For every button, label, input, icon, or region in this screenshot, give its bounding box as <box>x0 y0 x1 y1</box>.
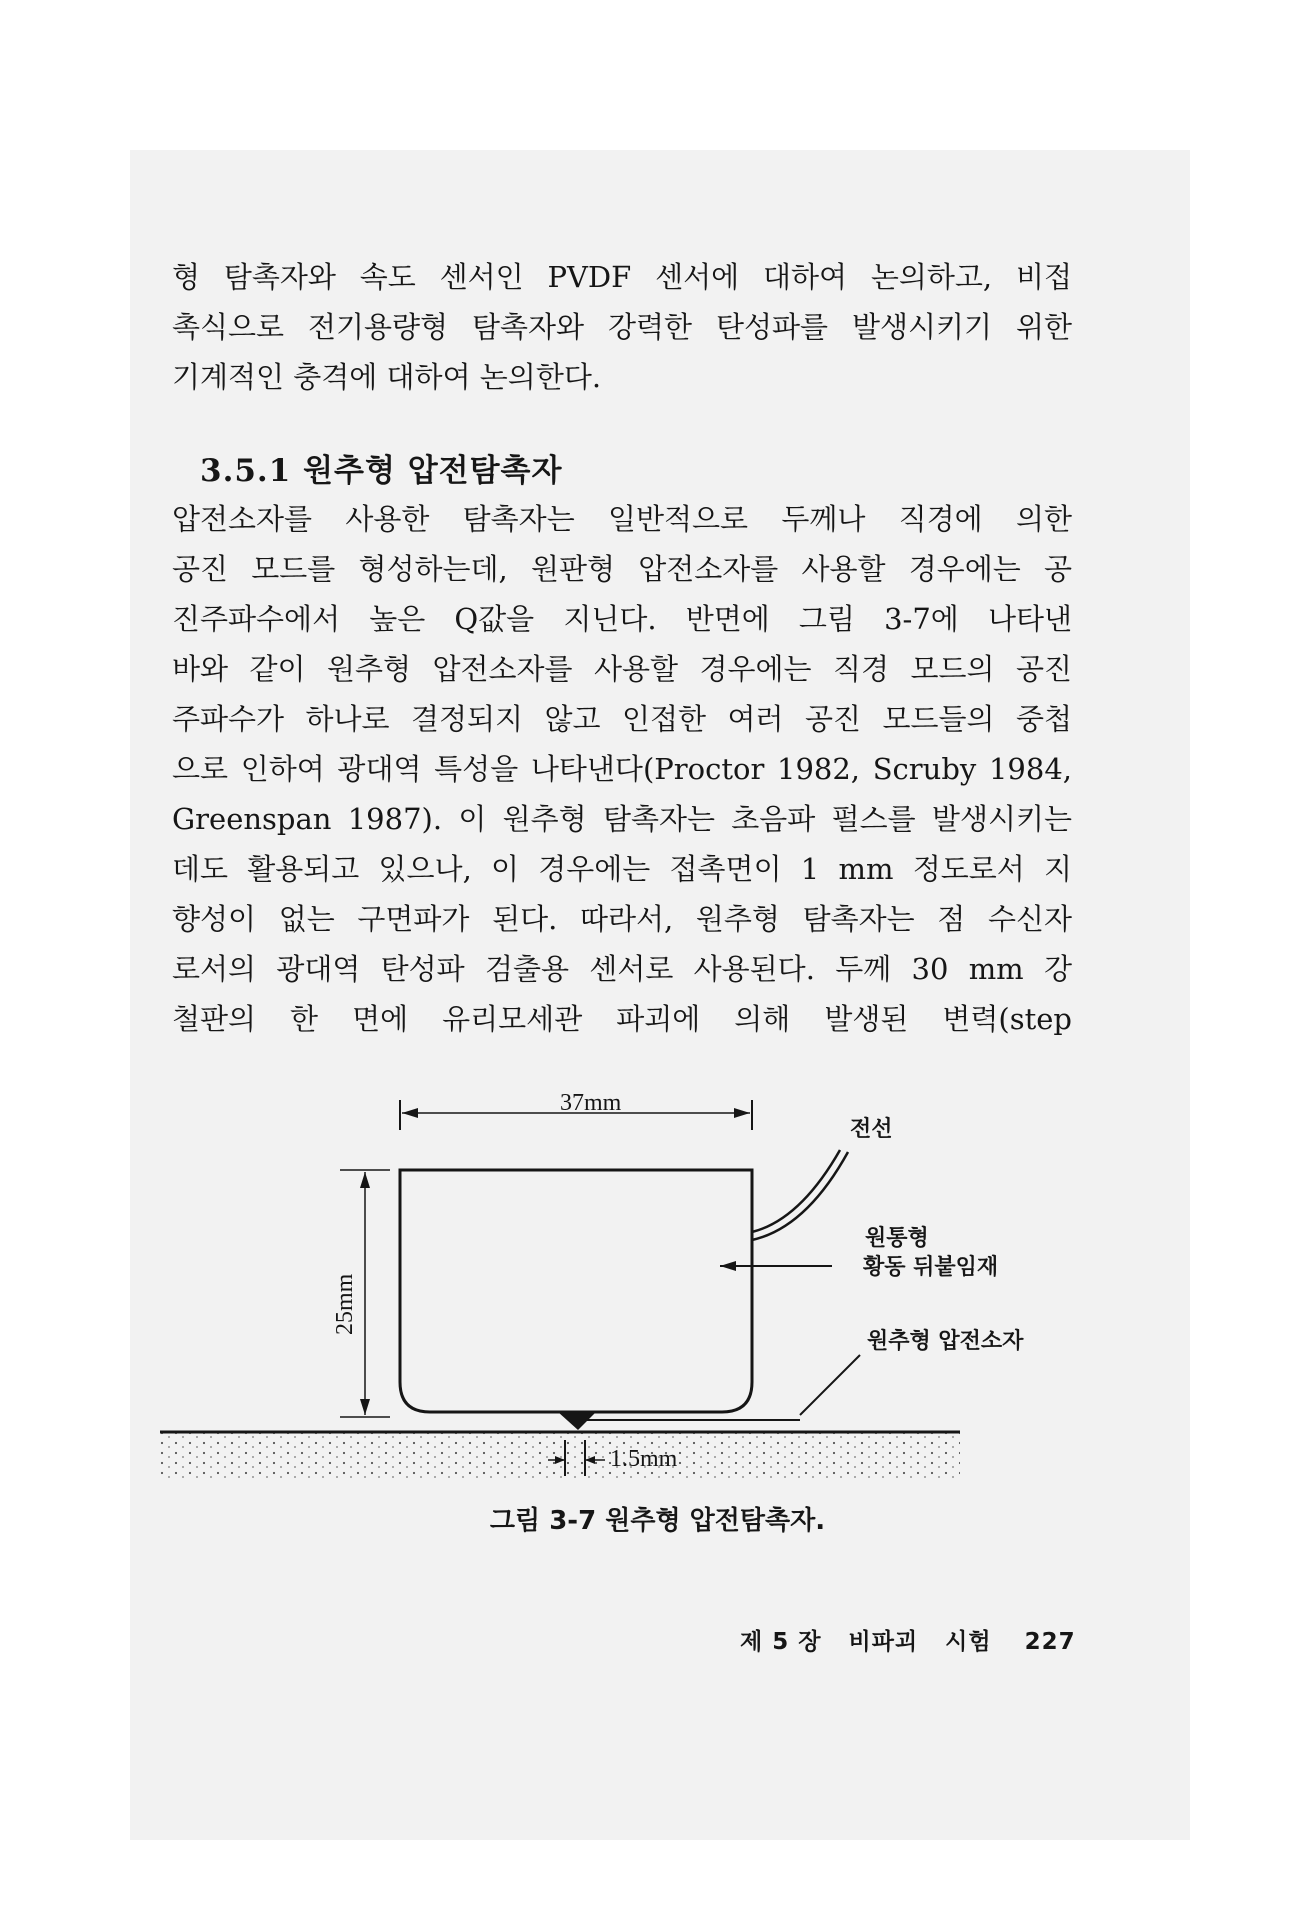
backing-label-2: 황동 뒤붙임재 <box>863 1255 999 1280</box>
wire-label: 전선 <box>850 1117 893 1142</box>
brass-backing-cylinder <box>400 1170 752 1412</box>
text-line: 진주파수에서 높은 Q값을 지닌다. 반면에 그림 3-7에 나타낸 <box>172 602 1072 636</box>
text-line: 압전소자를 사용한 탐촉자는 일반적으로 두께나 직경에 의한 <box>172 502 1072 536</box>
intro-paragraph <box>172 252 1072 402</box>
text-line: 데도 활용되고 있으나, 이 경우에는 접촉면이 1 mm 정도로서 지 <box>172 852 1072 886</box>
page-number: 227 <box>1024 1629 1076 1655</box>
text-line: 주파수가 하나로 결정되지 않고 인접한 여러 공진 모드들의 중첩 <box>172 702 1072 736</box>
text-line: 향성이 없는 구면파가 된다. 따라서, 원추형 탐촉자는 점 수신자 <box>172 902 1072 936</box>
section-heading: 3.5.1 원추형 압전탐촉자 <box>200 453 563 489</box>
figure-caption: 그림 3-7 원추형 압전탐촉자. <box>489 1506 826 1536</box>
text-line: Greenspan 1987). 이 원추형 탐촉자는 초음파 펄스를 발생시키는 <box>172 802 1072 836</box>
text-line: 로서의 광대역 탄성파 검출용 센서로 사용된다. 두께 30 mm 강 <box>172 952 1072 986</box>
footer-chapter: 제 5 장 <box>740 1629 822 1655</box>
backing-label-1: 원통형 <box>865 1226 929 1251</box>
text-line: 철판의 한 면에 유리모세관 파괴에 의해 발생된 변력(step <box>172 1002 1072 1036</box>
page-footer <box>740 1623 1076 1656</box>
body-paragraph <box>172 494 1072 1044</box>
gap-label: 1.5mm <box>610 1446 678 1472</box>
footer-title-2: 시험 <box>945 1629 992 1655</box>
text-line: 기계적인 충격에 대하여 논의한다. <box>172 360 602 394</box>
text-line: 공진 모드를 형성하는데, 원판형 압전소자를 사용할 경우에는 공 <box>172 552 1072 586</box>
text-line: 촉식으로 전기용량형 탐촉자와 강력한 탄성파를 발생시키기 위한 <box>172 310 1072 344</box>
text-line: 형 탐촉자와 속도 센서인 PVDF 센서에 대하여 논의하고, 비접 <box>172 260 1072 294</box>
width-dimension <box>400 1090 752 1130</box>
steel-plate <box>160 1432 960 1480</box>
transducer-figure <box>160 1080 1024 1500</box>
height-dimension <box>332 1170 390 1417</box>
text-line: 으로 인하여 광대역 특성을 나타낸다(Proctor 1982, Scruby 1984, <box>172 752 1072 786</box>
footer-title-1: 비파괴 <box>848 1629 919 1655</box>
width-label: 37mm <box>560 1090 622 1116</box>
wire <box>752 1150 840 1232</box>
text-line: 바와 같이 원추형 압전소자를 사용할 경우에는 직경 모드의 공진 <box>172 652 1072 686</box>
element-label: 원추형 압전소자 <box>867 1329 1024 1354</box>
height-label: 25mm <box>332 1273 358 1335</box>
